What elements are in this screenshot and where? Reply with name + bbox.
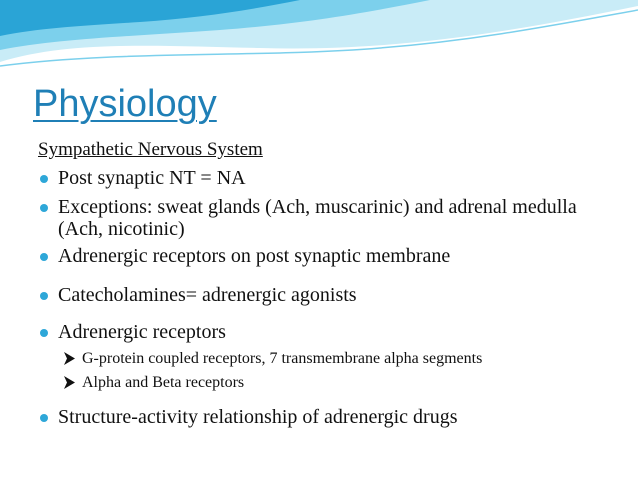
bullet-item: [38, 196, 598, 240]
sub-bullet-item: [64, 373, 604, 393]
filled-circle-bullet-icon: [40, 253, 48, 261]
sub-bullet-text: Alpha and Beta receptors: [82, 374, 245, 391]
filled-circle-bullet-icon: [40, 414, 48, 422]
filled-circle-bullet-icon: [40, 175, 48, 183]
bullet-text: Catecholamines= adrenergic agonists: [58, 284, 357, 306]
bullet-text: Adrenergic receptors: [58, 321, 226, 343]
arrowhead-bullet-icon: [64, 352, 75, 365]
bullet-item: [38, 167, 598, 189]
bullet-text: Post synaptic NT = NA: [58, 167, 246, 189]
bullet-item: [38, 321, 598, 343]
bullet-text: Exceptions: sweat glands (Ach, muscarinic) and adrenal medulla (Ach, nicotinic): [58, 196, 577, 240]
arrowhead-bullet-icon: [64, 376, 75, 389]
section-subheading: Sympathetic Nervous System: [38, 139, 263, 160]
slide-title: Physiology: [33, 83, 217, 125]
bullet-text: Structure-activity relationship of adrenergic drugs: [58, 406, 458, 428]
filled-circle-bullet-icon: [40, 204, 48, 212]
filled-circle-bullet-icon: [40, 329, 48, 337]
header-wave-decoration: [0, 0, 638, 80]
bullet-item: [38, 284, 598, 306]
bullet-item: [38, 245, 598, 267]
sub-bullet-text: G-protein coupled receptors, 7 transmembrane alpha segments: [82, 350, 483, 367]
bullet-text: Adrenergic receptors on post synaptic membrane: [58, 245, 451, 267]
bullet-item: [38, 406, 598, 428]
filled-circle-bullet-icon: [40, 292, 48, 300]
sub-bullet-item: [64, 349, 604, 369]
